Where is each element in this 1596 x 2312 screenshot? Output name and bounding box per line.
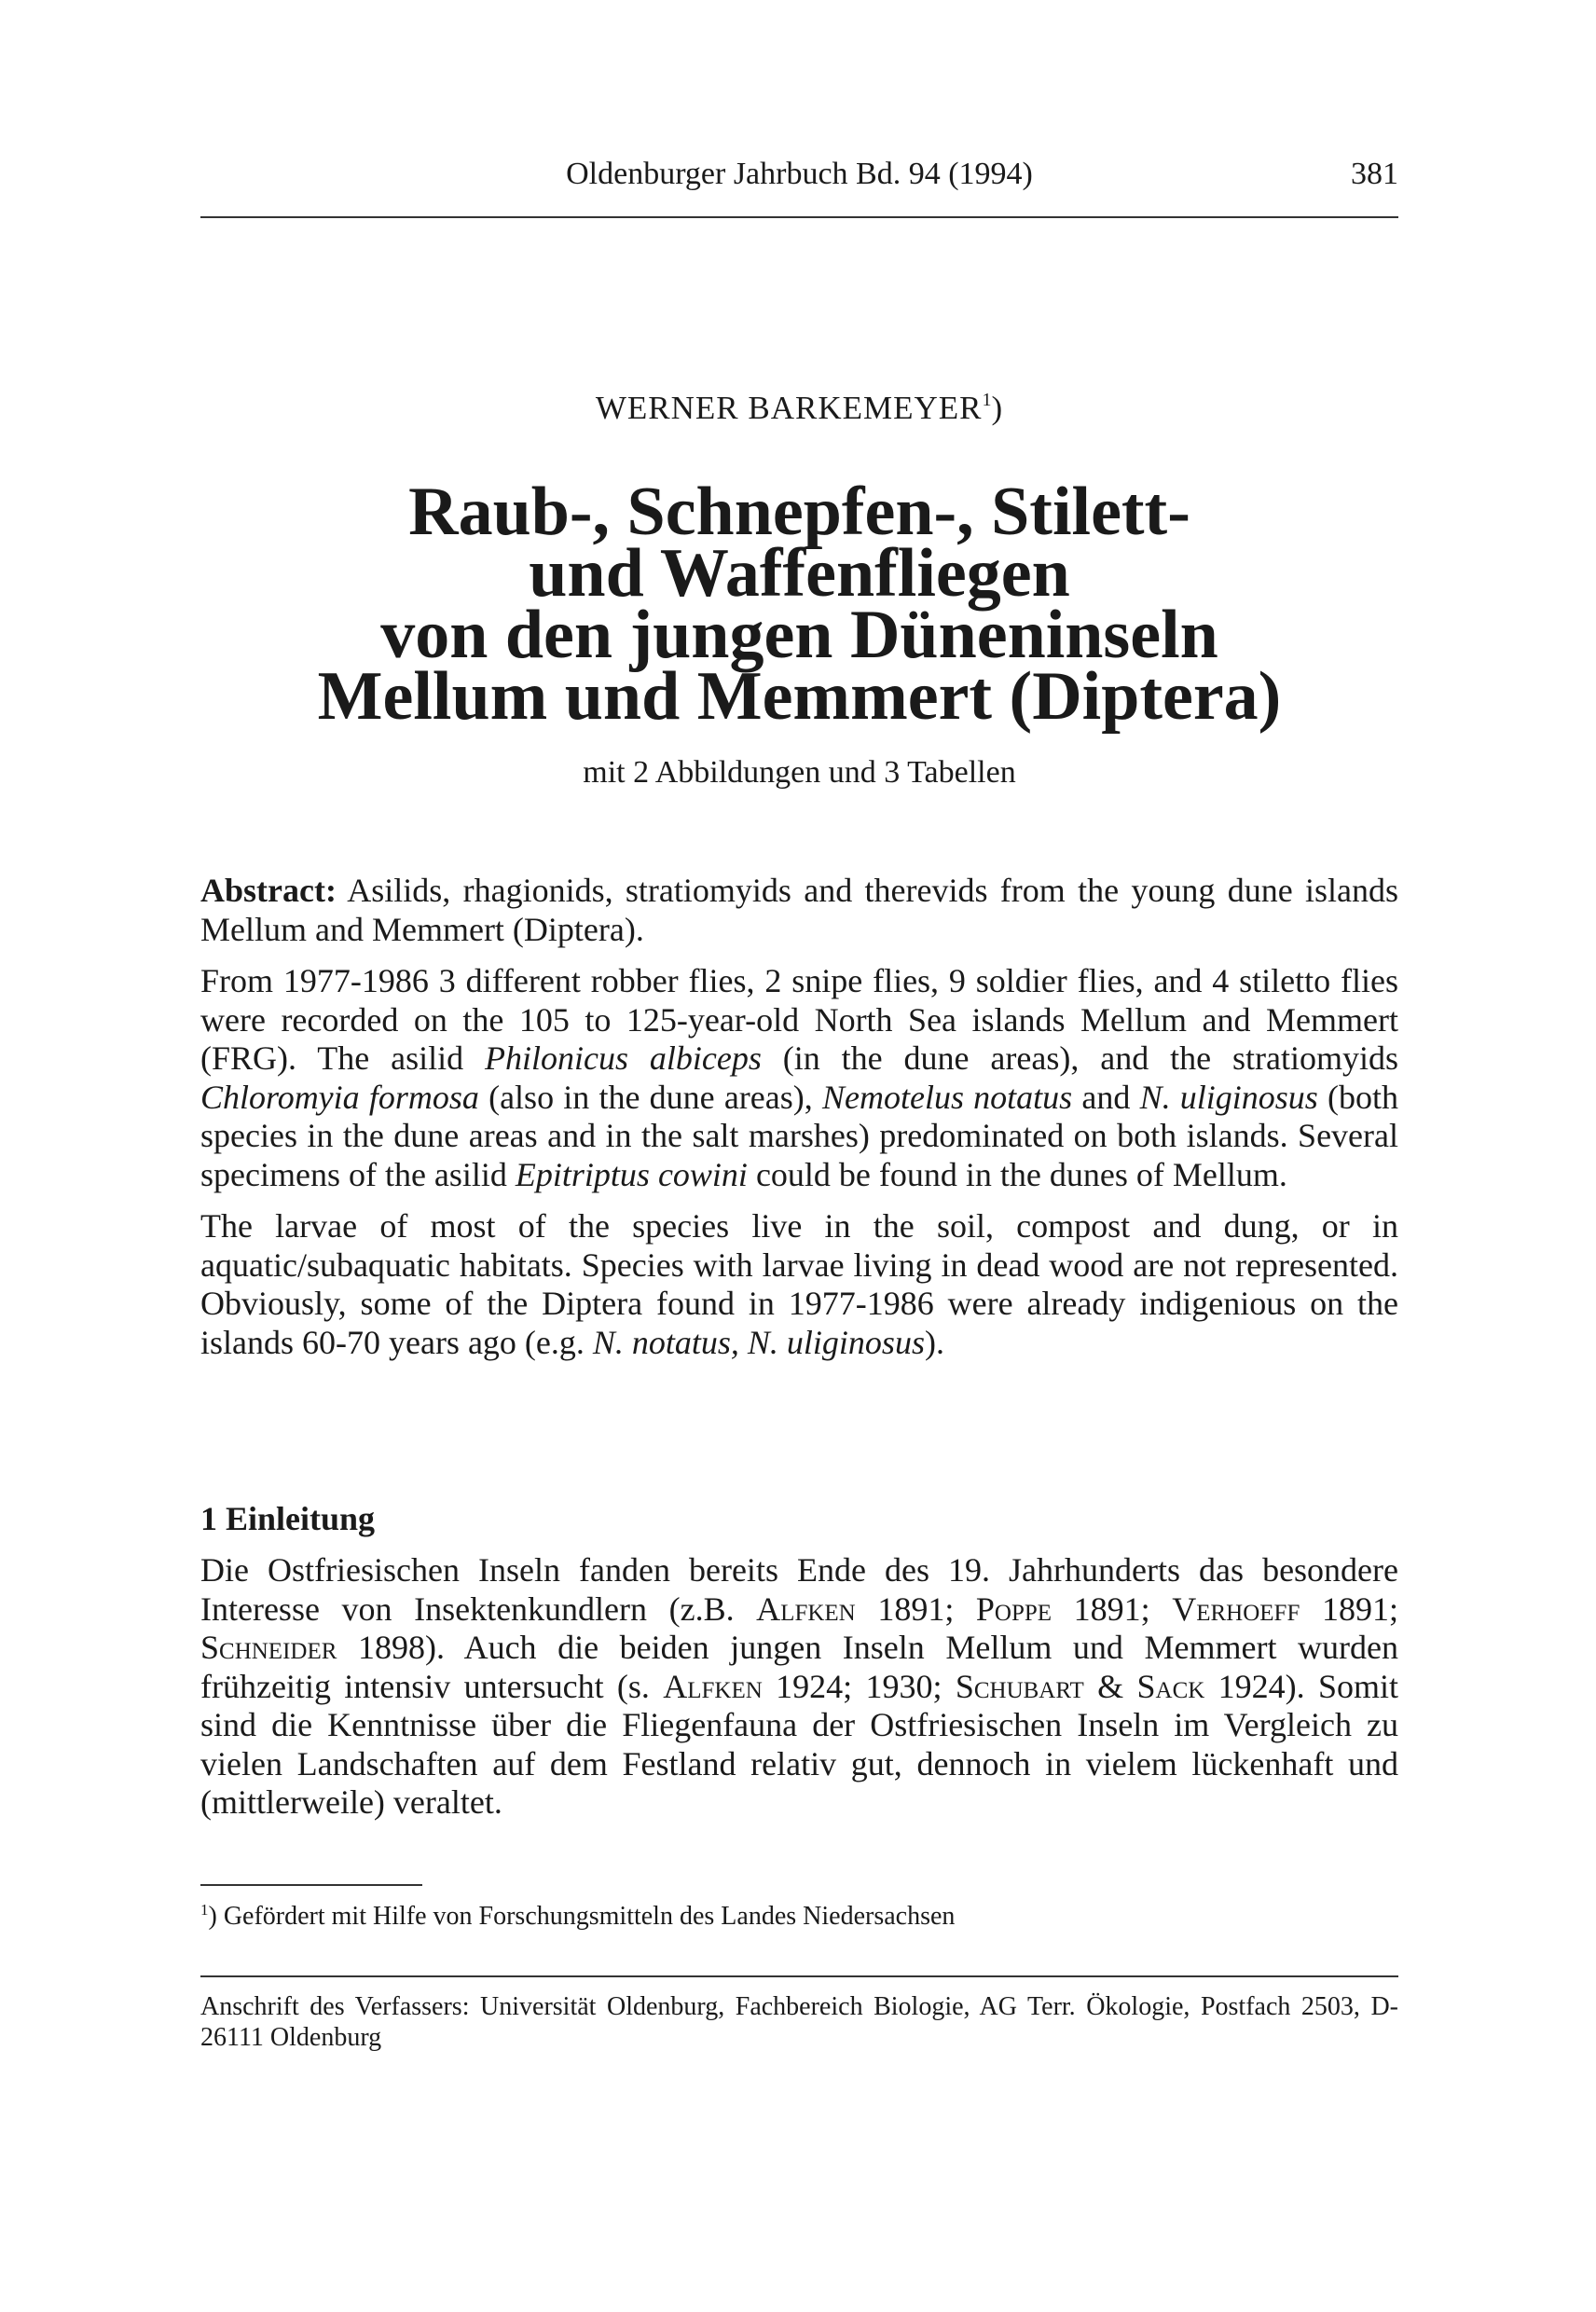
section-heading: 1 Einleitung: [200, 1500, 376, 1537]
body-text: 1898). Auch die beiden jungen Inseln Mellum und Memmert wurden frühzeitig intensiv untersucht (s.: [200, 1629, 1398, 1705]
journal-title: Oldenburger Jahrbuch Bd. 94 (1994): [566, 157, 1033, 191]
abstract-text: The larvae of most of the species live in the soil, compost and dung, or in aquatic/subaquatic habitats. Species with larvae living in dead wood are not represented. Obviously, some of the Diptera found in 1977-1986 were already indigenious on the islands 60-70 years ago (e.g.: [200, 1207, 1398, 1361]
footnote-text: ) Gefördert mit Hilfe von Forschungsmitteln des Landes Niedersachsen: [208, 1902, 956, 1931]
cited-author: Poppe: [975, 1590, 1053, 1628]
abstract-label: Abstract:: [200, 872, 337, 909]
abstract-text: (also in the dune areas),: [478, 1078, 822, 1116]
cited-author: Sack: [1136, 1667, 1205, 1705]
cited-author: Schubart: [955, 1667, 1084, 1705]
abstract: [200, 872, 1398, 1375]
footnote-mark: 1: [200, 1901, 209, 1919]
abstract-text: From 1977-1986 3 different robber flies, 2 snipe flies, 9 soldier flies, and 4 stiletto flies were recorded on the 105 to 125-year-old North Sea islands Mellum and Memmert (FRG). The asilid: [200, 962, 1398, 1077]
body-text: 1891;: [1052, 1590, 1173, 1628]
species-name: Chloromyia formosa: [200, 1078, 479, 1116]
header-rule: [200, 216, 1398, 218]
author-line: [200, 390, 1398, 427]
cited-author: Schneider: [200, 1629, 337, 1666]
address-rule: [200, 1975, 1398, 1977]
abstract-text: Asilids, rhagionids, stratiomyids and therevids from the young dune islands Mellum and Memmert (Diptera).: [200, 872, 1398, 948]
abstract-text: ).: [924, 1323, 944, 1361]
body-text: 1924; 1930;: [762, 1667, 956, 1705]
body-text: 1891;: [855, 1590, 976, 1628]
author-address: Anschrift des Verfassers: Universität Oldenburg, Fachbereich Biologie, AG Terr. Ökologie, Postfach 2503, D-26111 Oldenburg: [200, 1992, 1398, 2052]
cited-author: Verhoeff: [1172, 1590, 1300, 1628]
title-line: und Waffenfliegen: [529, 535, 1070, 612]
species-name: Nemotelus notatus: [821, 1078, 1073, 1116]
abstract-paragraph: [200, 962, 1398, 1194]
running-header: [200, 157, 1398, 198]
species-name: N. notatus, N. uliginosus: [592, 1323, 925, 1361]
abstract-text: and: [1072, 1078, 1140, 1116]
title-line: von den jungen Düneninseln: [380, 597, 1218, 673]
body-text: 1924). Somit sind die Kenntnisse über die Fliegenfauna der Ostfriesischen Inseln im Vergleich zu vielen Landschaften auf dem Festland relativ gut, dennoch in vielem lückenhaft und (mittlerweile) veraltet.: [200, 1667, 1399, 1821]
article-subtitle: mit 2 Abbildungen und 3 Tabellen: [583, 755, 1016, 790]
body-text: 1891;: [1300, 1590, 1398, 1628]
cited-author: Alfken: [663, 1667, 763, 1705]
species-name: Epitriptus cowini: [515, 1155, 748, 1193]
abstract-paragraph: [200, 1207, 1398, 1362]
cited-author: Alfken: [756, 1590, 856, 1628]
body-text: Die Ostfriesischen Inseln fanden bereits Ende des 19. Jahrhunderts das besondere Interesse von Insektenkundlern (z.B.: [200, 1551, 1398, 1628]
body-text: &: [1083, 1667, 1137, 1705]
title-line: Mellum und Memmert (Diptera): [317, 658, 1282, 735]
abstract-text: (in the dune areas), and the stratiomyids: [761, 1039, 1398, 1077]
species-name: Philonicus albiceps: [485, 1039, 762, 1077]
title-line: Raub-, Schnepfen-, Stilett-: [408, 474, 1190, 550]
author-name: WERNER BARKEMEYER: [595, 390, 983, 426]
abstract-text: (both species in the dune areas and in the salt marshes) predominated on both islands. Several specimens of the asilid: [200, 1078, 1399, 1193]
article-title: [200, 474, 1398, 735]
footnote: [200, 1901, 955, 1932]
abstract-paragraph: [200, 872, 1398, 949]
species-name: N. uliginosus: [1139, 1078, 1318, 1116]
author-footnote-paren: ): [991, 390, 1004, 426]
page-number: 381: [1351, 157, 1398, 191]
footnote-rule: [200, 1884, 422, 1886]
author-footnote-mark: 1: [982, 390, 992, 410]
abstract-text: could be found in the dunes of Mellum.: [747, 1155, 1287, 1193]
intro-paragraph: [200, 1551, 1398, 1823]
